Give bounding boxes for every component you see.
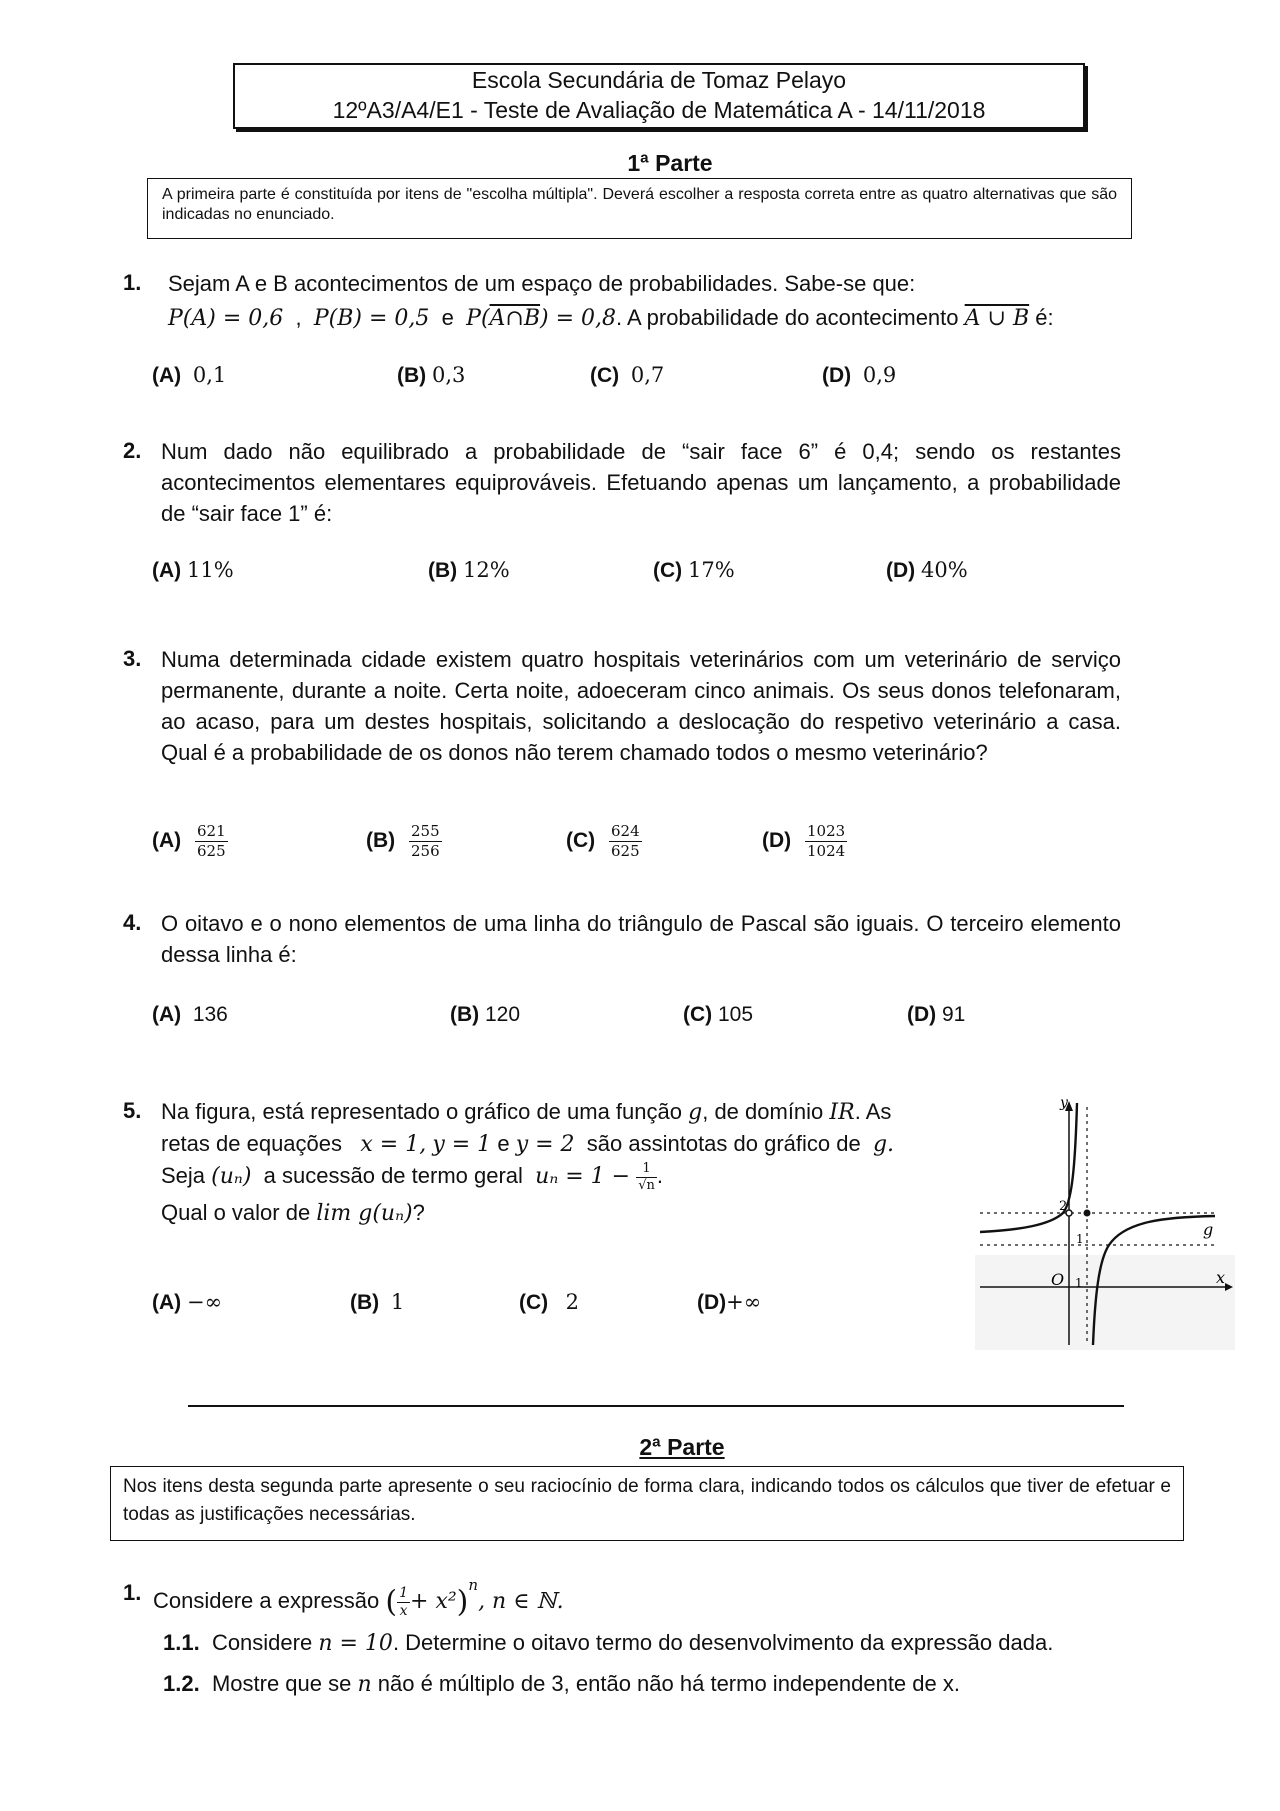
tick-2: 2: [1059, 1199, 1068, 1214]
q1-line1: Sejam A e B acontecimentos de um espaço de probabilidades. Sabe-se que:: [168, 271, 916, 296]
q5-line1: Na figura, está representado o gráfico de uma função g, de domínio IR. As: [161, 1099, 892, 1125]
header-box: [233, 63, 1085, 129]
y-label: y: [1060, 1095, 1068, 1111]
q4-number: 4.: [123, 910, 142, 935]
q3-option-a[interactable]: (A) $\frac{621}{625}$: [152, 822, 226, 860]
tick-1y: 1: [1076, 1232, 1084, 1246]
p2-q1-1: 1.1. Considere n = 10. Determine o oitavo termo do desenvolvimento da expressão dada.: [163, 1630, 1054, 1656]
q2-option-c[interactable]: (C) 17%: [653, 558, 735, 582]
school-name: Escola Secundária de Tomaz Pelayo: [471, 67, 847, 93]
q5-line4: Qual o valor de lim g(uₙ)?: [161, 1200, 425, 1226]
q4-option-b[interactable]: (B) 120: [450, 1003, 521, 1026]
part2-title: 2ª Parte: [639, 1434, 725, 1460]
tick-1x: 1: [1075, 1276, 1083, 1290]
q4-option-c[interactable]: (C) 105: [683, 1003, 754, 1026]
q5-function-graph: [975, 1095, 1235, 1350]
section-divider: [188, 1405, 1124, 1407]
q1-option-c[interactable]: (C) 0,7: [590, 363, 665, 387]
q5-option-b[interactable]: (B) 1: [350, 1290, 405, 1314]
q3-option-b[interactable]: (B) $\frac{255}{256}$: [366, 822, 440, 860]
q5-option-d[interactable]: (D)+∞: [697, 1290, 762, 1314]
q2-option-a[interactable]: (A) 11%: [152, 558, 234, 582]
curve-label: g: [1203, 1220, 1214, 1239]
q1-union: A ∪ B: [964, 306, 1030, 331]
q1-end: é:: [1035, 305, 1054, 330]
q1-pb: P(B) = 0,5: [313, 306, 430, 331]
q4-option-a[interactable]: (A) 136: [152, 1003, 228, 1026]
q5-number: 5.: [123, 1098, 142, 1123]
q4-option-d[interactable]: (D) 91: [907, 1003, 966, 1026]
q2-text: Num dado não equilibrado a probabilidade de “sair face 6” é 0,4; sendo os restantes acontecimentos elementares equiprováveis. Efetuando apenas um lançamento, a probabilidade de “sair face 1” é:: [161, 439, 1121, 526]
q2-option-b[interactable]: (B) 12%: [428, 558, 510, 582]
graph-faded-background: [975, 1255, 1235, 1350]
p2-q1-text: Considere a expressão ( $\frac{1}{x}$ + x²)$^n$, n ∈ ℕ.: [153, 1576, 564, 1620]
q4-text: O oitavo e o nono elementos de uma linha do triângulo de Pascal são iguais. O terceiro elemento dessa linha é:: [161, 911, 1121, 967]
part1-instructions: A primeira parte é constituída por itens de "escolha múltipla". Deverá escolher a resposta correta entre as quatro alternativas que são indicadas no enunciado.: [147, 178, 1132, 239]
p2-q1-number: 1.: [123, 1580, 142, 1605]
q2-option-d[interactable]: (D) 40%: [886, 558, 968, 582]
q1-option-d[interactable]: (D) 0,9: [822, 363, 897, 387]
q1-option-a[interactable]: (A) 0,1: [152, 363, 227, 387]
q3-text: Numa determinada cidade existem quatro hospitais veterinários com um veterinário de serviço permanente, durante a noite. Certa noite, adoeceram cinco animais. Os seus donos telefonaram, ao acaso, para um destes hospitais, solicitando a deslocação do respetivo veterinário a casa. Qual é a probabilidade de os donos não terem chamado todos o mesmo veterinário?: [161, 647, 1121, 765]
q5-line3: Seja (uₙ) a sucessão de termo geral uₙ = 1 − $\frac{1}{√n}$ .: [161, 1160, 664, 1193]
q1-pa: P(A) = 0,6: [168, 306, 284, 331]
q1-e: e: [441, 305, 454, 330]
x-label: x: [1216, 1268, 1226, 1287]
q3-option-d[interactable]: (D) $\frac{1023}{1024}$: [762, 822, 846, 860]
q3-option-c[interactable]: (C) $\frac{624}{625}$: [566, 822, 640, 860]
q1-pint-pre: P(: [466, 306, 490, 331]
q1-pint-post: ) = 0,8: [540, 306, 617, 331]
closed-point: [1084, 1210, 1091, 1217]
q1-line2: P(A) = 0,6 , P(B) = 0,5 e P(A∩B) = 0,8. A probabilidade do acontecimento A ∪ B é:: [168, 305, 1054, 331]
q5-line2: retas de equações x = 1, y = 1 e y = 2 são assintotas do gráfico de g.: [161, 1131, 895, 1157]
q2-number: 2.: [123, 438, 142, 463]
test-title: 12ºA3/A4/E1 - Teste de Avaliação de Matemática A - 14/11/2018: [332, 97, 986, 123]
part2-instructions: Nos itens desta segunda parte apresente o seu raciocínio de forma clara, indicando todos os cálculos que tiver de efetuar e todas as justificações necessárias.: [110, 1466, 1184, 1541]
p2-q1-2: 1.2. Mostre que se n não é múltiplo de 3, então não há termo independente de x.: [163, 1671, 960, 1697]
q5-option-a[interactable]: (A) −∞: [152, 1290, 223, 1314]
q1-number: 1.: [123, 270, 142, 295]
q1-line2-text: . A probabilidade do acontecimento: [616, 305, 959, 330]
q1-option-b[interactable]: (B) 0,3: [397, 363, 466, 387]
q5-option-c[interactable]: (C) 2: [519, 1290, 580, 1314]
q1-pint-set: A∩B: [489, 306, 541, 331]
origin-label: O: [1051, 1270, 1065, 1289]
part1-title: 1ª Parte: [627, 150, 713, 176]
q3-number: 3.: [123, 646, 142, 671]
